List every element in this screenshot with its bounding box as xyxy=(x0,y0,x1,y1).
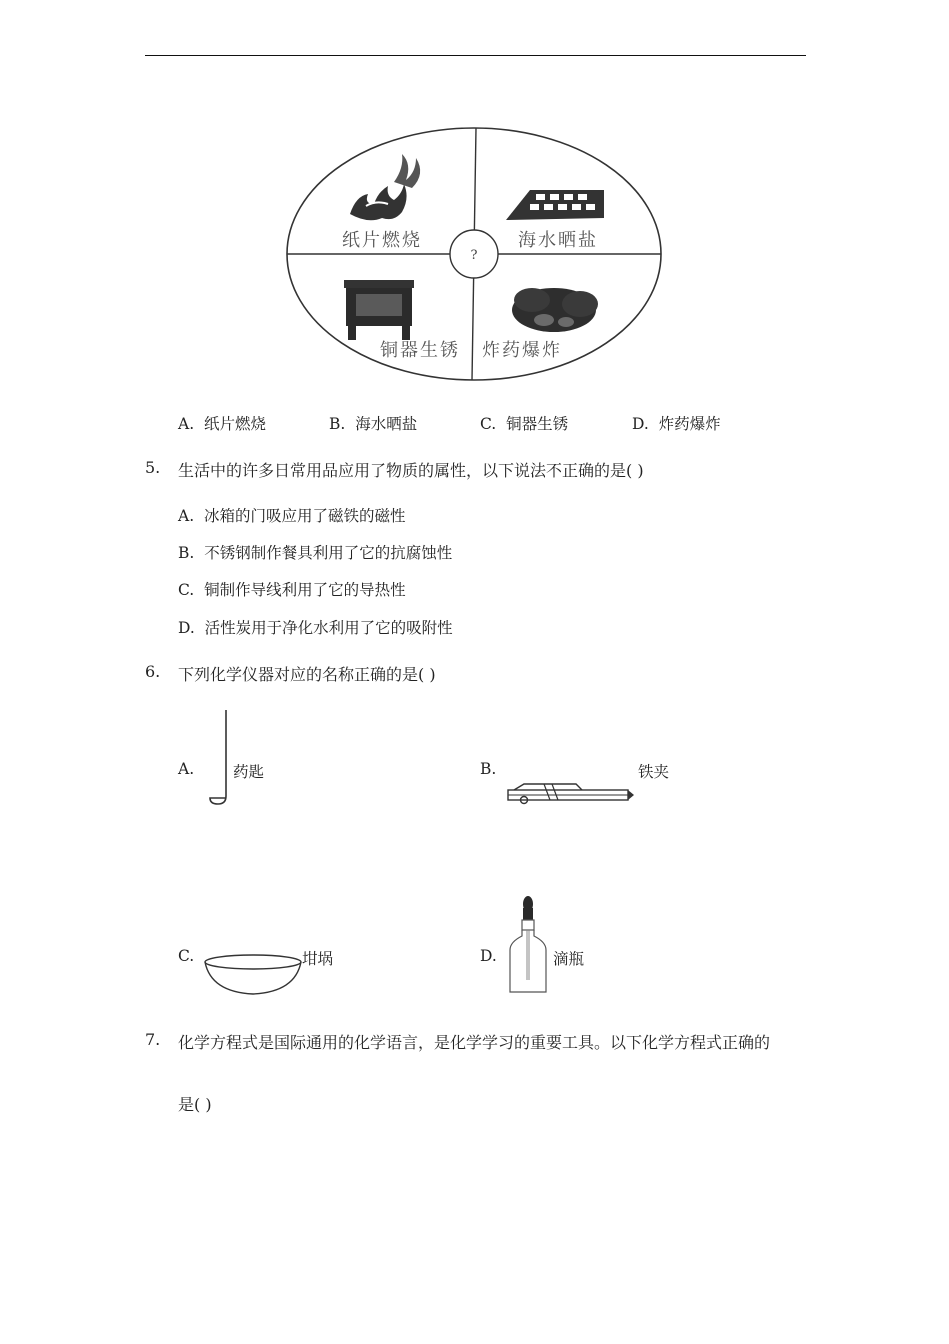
q6-option-b-text: 铁夹 xyxy=(638,763,670,781)
q6-number: 6. xyxy=(145,662,161,681)
change-type-diagram xyxy=(282,124,666,386)
option-text: 纸片燃烧 xyxy=(203,415,266,433)
q4-option-d xyxy=(632,412,721,434)
header-rule xyxy=(145,55,806,56)
q5-stem xyxy=(178,458,644,481)
option-text: 铜制作导线利用了它的导热性 xyxy=(204,581,406,599)
q6-option-c-text: 坩埚 xyxy=(302,950,334,968)
q6-answer-paren: ( ) xyxy=(418,665,436,684)
q5-option-c xyxy=(178,578,406,600)
q6-stem-text: 下列化学仪器对应的名称正确的是 xyxy=(178,665,419,684)
explosion-icon xyxy=(512,288,598,332)
option-letter: D. xyxy=(632,415,649,433)
diagram-label-bottom-right: 炸药爆炸 xyxy=(482,340,562,361)
q5-option-d xyxy=(178,616,453,638)
q6-option-a-text: 药匙 xyxy=(233,763,265,781)
option-letter: D. xyxy=(178,619,195,637)
q7-answer-paren: ( ) xyxy=(194,1095,212,1114)
medicine-spoon-icon xyxy=(204,708,234,808)
q7-stem-continued xyxy=(178,1092,212,1115)
crucible-dish-icon xyxy=(202,952,304,998)
option-letter: B. xyxy=(178,544,195,562)
q7-stem: 化学方程式是国际通用的化学语言，是化学学习的重要工具。以下化学方程式正确的 xyxy=(178,1033,771,1052)
q4-option-b xyxy=(329,412,417,434)
option-text: 炸药爆炸 xyxy=(658,415,721,433)
option-letter: C. xyxy=(178,581,195,599)
option-letter: A. xyxy=(178,507,195,525)
q6-option-a-letter: A. xyxy=(178,760,195,778)
diagram-center-mark: ? xyxy=(470,248,478,263)
salt-pan-icon xyxy=(506,190,604,220)
diagram-label-top-right: 海水晒盐 xyxy=(518,230,598,251)
iron-clamp-icon xyxy=(506,780,636,810)
burning-paper-icon xyxy=(350,154,420,220)
dropper-bottle-icon xyxy=(506,894,550,996)
option-letter: B. xyxy=(329,415,346,433)
q6-option-b-letter: B. xyxy=(480,760,497,778)
option-text: 铜器生锈 xyxy=(506,415,569,433)
q4-option-a xyxy=(178,412,266,434)
option-text: 海水晒盐 xyxy=(355,415,418,433)
q4-option-c xyxy=(480,412,568,434)
option-text: 不锈钢制作餐具利用了它的抗腐蚀性 xyxy=(204,544,453,562)
q5-stem-text: 生活中的许多日常用品应用了物质的属性，以下说法不正确的是 xyxy=(178,461,627,480)
q6-option-d-letter: D. xyxy=(480,947,497,965)
option-letter: A. xyxy=(178,415,195,433)
q5-number: 5. xyxy=(145,458,161,477)
option-text: 冰箱的门吸应用了磁铁的磁性 xyxy=(203,507,406,525)
option-text: 活性炭用于净化水利用了它的吸附性 xyxy=(204,619,453,637)
q5-answer-paren: ( ) xyxy=(626,461,644,480)
q6-option-c-letter: C. xyxy=(178,947,195,965)
q7-stem-cont-text: 是 xyxy=(178,1095,195,1114)
diagram-label-top-left: 纸片燃烧 xyxy=(342,230,422,251)
q6-stem xyxy=(178,662,436,685)
diagram-label-bottom-left: 铜器生锈 xyxy=(380,340,460,361)
q6-option-d-text: 滴瓶 xyxy=(553,950,585,968)
option-letter: C. xyxy=(480,415,497,433)
q7-number: 7. xyxy=(145,1030,161,1049)
bronze-vessel-icon xyxy=(344,280,414,340)
q5-option-b xyxy=(178,541,452,563)
q5-option-a xyxy=(178,504,406,526)
